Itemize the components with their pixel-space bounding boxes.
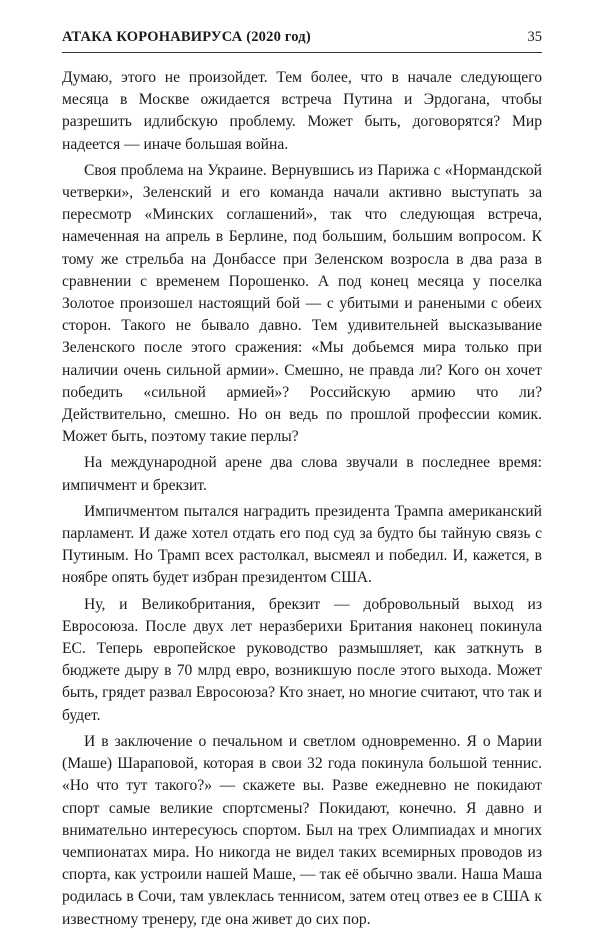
paragraph: И в заключение о печальном и светлом одновременно. Я о Марии (Маше) Шараповой, которая в свои 32 года покинула большой теннис. «Но что тут такого?» — скажете вы. Разве ежедневно не покидают спорт самые великие спортсмены? Покидают, конечно. Я давно и внимательно интересуюсь спортом. Был на трех Олимпиадах и многих чемпионатах мира. Но никогда не видел таких всемирных проводов из спорта, как устроили нашей Маше, — так её обычно звали. Наша Маша родилась в Сочи, там увлеклась теннисом, затем отец отвез ее в США к известному тренеру, где она живет до сих пор.: [62, 732, 542, 928]
paragraph: На международной арене два слова звучали в последнее время: импичмент и брекзит.: [62, 454, 542, 494]
paragraph: Ну, и Великобритания, брекзит — добровольный выход из Евросоюза. После двух лет неразберихи Британия наконец покинула ЕС. Теперь европейское руководство размышляет, как заткнуть в бюджете дыру в 70 млрд евро, возникшую после этого выхода. Может быть, грядет развал Евросоюза? Кто знает, но многие считают, что так и будет.: [62, 595, 542, 724]
body-text: [62, 67, 542, 931]
paragraph: Своя проблема на Украине. Вернувшись из Парижа с «Нормандской четверки», Зеленский и его команда начали активно выступать за пересмотр «Минских соглашений», так что следующая встреча, намеченная на апрель в Берлине, под большим, большим вопросом. К тому же стрельба на Донбассе при Зеленском возросла в два раза в сравнении с временем Порошенко. А под конец месяца у поселка Золотое произошел настоящий бой — с убитыми и ранеными с обеих сторон. Такого не бывало давно. Тем удивительней высказывание Зеленского после этого сражения: «Мы добьемся мира только при наличии очень сильной армии». Смешно, не правда ли? Кого он хочет победить «сильной армией»? Российскую армию что ли? Действительно, смешно. Но он ведь по прошлой профессии комик. Может быть, поэтому такие перлы?: [62, 161, 542, 446]
book-page: [62, 28, 542, 931]
running-title: АТАКА КОРОНАВИРУСА (2020 год): [62, 29, 311, 45]
paragraph: Импичментом пытался наградить президента Трампа американский парламент. И даже хотел отдать его под суд за будто бы тайную связь с Путиным. Но Трамп всех растолкал, высмеял и победил. И, кажется, в ноябре опять будет избран президентом США.: [62, 502, 542, 587]
paragraph: Думаю, этого не произойдет. Тем более, что в начале следующего месяца в Москве ожидается встреча Путина и Эрдогана, чтобы разрешить идлибскую проблему. Может быть, договорятся? Мир надеется — иначе большая война.: [62, 69, 542, 153]
running-head: [62, 28, 542, 53]
page-number: 35: [527, 29, 542, 45]
